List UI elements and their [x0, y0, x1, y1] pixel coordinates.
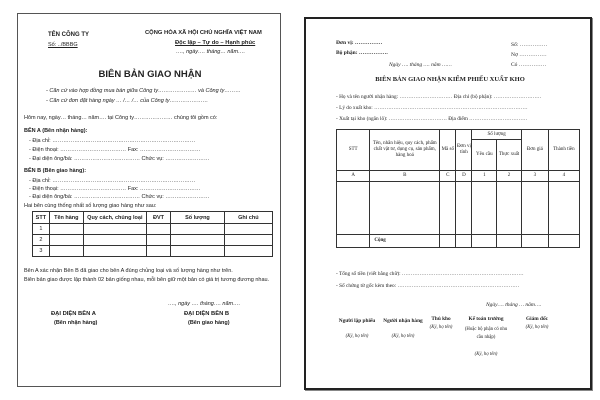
closing-paragraph-1: Bên A xác nhận Bên B đã giao cho bên A đúng chủng loại và số lượng hàng như trên. [24, 268, 233, 274]
representative-b-role: (Bên giao hàng) [188, 320, 230, 326]
header-quantity: Số lượng [472, 130, 521, 140]
header-actual: Thực xuất [497, 140, 522, 171]
code-cell: 3 [521, 171, 548, 182]
number-field: Số: …………… [511, 42, 548, 48]
header-amount: Thành tiền [548, 130, 579, 171]
document-date: …., ngày…. tháng… năm…. [176, 49, 246, 55]
header-unit-price: Đơn giá [521, 130, 548, 171]
document-title: BIÊN BẢN GIAO NHẬN KIỂM PHIẾU XUẤT KHO [375, 76, 525, 83]
header-code: Mã số [440, 130, 456, 171]
attached-documents: - Số chứng từ gốc kèm theo: …………………………………………………………… [336, 283, 520, 289]
goods-issue-table [336, 129, 580, 248]
basis-line-1: - Căn cứ vào hợp đồng mua bán giữa Công ty………………… và Công ty……… [46, 88, 241, 94]
signer-receiver-note: (Ký, họ tên) [391, 334, 415, 339]
warehouse-issue-receipt-document [304, 17, 592, 390]
document-title: BIÊN BẢN GIAO NHẬN [98, 69, 202, 80]
header-requested: Yêu cầu [472, 140, 497, 171]
table-header-row [337, 130, 580, 140]
header-stt: STT [337, 130, 370, 171]
row-index: 1 [33, 224, 50, 235]
header-item-name: Tên, nhãn hiệu, quy cách, phẩm chất vật tư, dụng cụ, sản phẩm, hàng hoá [370, 130, 440, 171]
company-name: TÊN CÔNG TY [48, 32, 90, 38]
table-row [33, 235, 273, 246]
party-a-title: BÊN A (Bên nhận hàng): [24, 128, 88, 134]
warehouse-line: - Xuất tại kho (ngăn lô): …………………………… Địa điểm …………………………… [336, 116, 528, 122]
delivery-receipt-document [17, 13, 281, 387]
national-header: CỘNG HÒA XÃ HỘI CHỦ NGHĨA VIỆT NAM [145, 30, 262, 36]
header-specification: Quy cách, chủng loại [83, 212, 146, 224]
receiver-line: - Họ và tên người nhận hàng: ………………………… Địa chỉ (bộ phận): ……………………… [336, 94, 542, 100]
party-b-phone: - Điện thoại: ……………………………… Fax: …………………………… [29, 186, 201, 192]
national-motto: Độc lập – Tự do – Hạnh phúc [175, 40, 256, 46]
signer-chief-accountant-sign-note: (Ký, họ tên) [474, 352, 498, 357]
signer-chief-accountant-note: (Hoặc bộ phận có nhu cầu nhập) [464, 327, 508, 340]
total-label: Cộng [370, 235, 440, 248]
header-stt: STT [33, 212, 50, 224]
signer-storekeeper-note: (Ký, họ tên) [429, 325, 453, 330]
table-row [33, 246, 273, 257]
party-b-address: - Địa chỉ: …………………………………………………………………… [29, 178, 196, 184]
table-row [337, 182, 580, 235]
total-row [337, 235, 580, 248]
code-cell: 2 [497, 171, 522, 182]
code-cell: A [337, 171, 370, 182]
signer-prepared-by: Người lập phiếu [338, 318, 376, 324]
code-row [337, 171, 580, 182]
signer-receiver: Người nhận hàng [383, 318, 423, 324]
header-unit: Đơn vị tính [456, 130, 472, 171]
total-amount-words: - Tổng số tiền (viết bằng chữ): …………………………………………………………… [336, 271, 524, 277]
code-cell: 1 [472, 171, 497, 182]
representative-b: ĐẠI DIỆN BÊN B [184, 311, 230, 317]
debit-field: Nợ …………… [511, 52, 547, 58]
signing-date: …., ngày …. tháng…. năm…. [168, 301, 241, 307]
header-goods-name: Tên hàng [49, 212, 83, 224]
header-unit: ĐVT [146, 212, 170, 224]
party-a-representative: - Đại diện ông/bà: ……………………………… Chức vụ: …………………… [29, 156, 210, 162]
goods-table [32, 211, 273, 257]
party-b-title: BÊN B (Bên giao hàng): [24, 168, 87, 174]
closing-paragraph-2: Biên bản giao được lập thành 02 bản giống nhau, mỗi bên giữ một bản có giá trị tương đương nhau. [24, 277, 270, 283]
signer-chief-accountant: Kế toán trưởng [468, 316, 504, 322]
party-b-representative: - Đại diện ông/bà: ……………………………… Chức vụ: …………………… [29, 194, 210, 200]
row-index: 2 [33, 235, 50, 246]
basis-line-2: - Căn cứ đơn đặt hàng ngày … /… /… của Công ty………………… [46, 98, 209, 104]
representative-a-role: (Bên nhận hàng) [54, 320, 98, 326]
code-cell: D [456, 171, 472, 182]
issue-date: Ngày …. tháng …. năm …… [389, 62, 452, 68]
representative-a: ĐẠI DIỆN BÊN A [51, 311, 96, 317]
code-cell: C [440, 171, 456, 182]
header-quantity: Số lượng [171, 212, 224, 224]
reason-line: - Lý do xuất kho: …………………………………………………………………………… [336, 105, 528, 111]
agreement-text: Hai bên cùng thống nhất số lượng giao hàng như sau: [24, 203, 157, 209]
signer-storekeeper: Thủ kho [431, 316, 451, 322]
signer-prepared-by-note: (Ký, họ tên) [345, 334, 369, 339]
credit-field: Có …………… [511, 62, 547, 68]
party-a-phone: - Điện thoại: ……………………………… Fax: …………………………… [29, 147, 201, 153]
code-cell: 4 [548, 171, 579, 182]
unit-field: Đơn vị: …………… [336, 40, 383, 46]
department-field: Bộ phận: ……………. [336, 50, 388, 56]
table-header-row [33, 212, 273, 224]
intro-line: Hôm nay, ngày… tháng… năm…. tại Công ty………………… chúng tôi gồm có: [24, 115, 218, 121]
signature-date: Ngày…. tháng … năm…. [486, 302, 542, 308]
table-row [33, 224, 273, 235]
document-number: Số: ../BBBG [48, 42, 78, 48]
header-note: Ghi chú [224, 212, 272, 224]
signer-director-note: (Ký, họ tên) [525, 325, 549, 330]
signer-director: Giám đốc [526, 316, 548, 322]
code-cell: B [370, 171, 440, 182]
row-index: 3 [33, 246, 50, 257]
party-a-address: - Địa chỉ: …………………………………………………………………… [29, 138, 196, 144]
